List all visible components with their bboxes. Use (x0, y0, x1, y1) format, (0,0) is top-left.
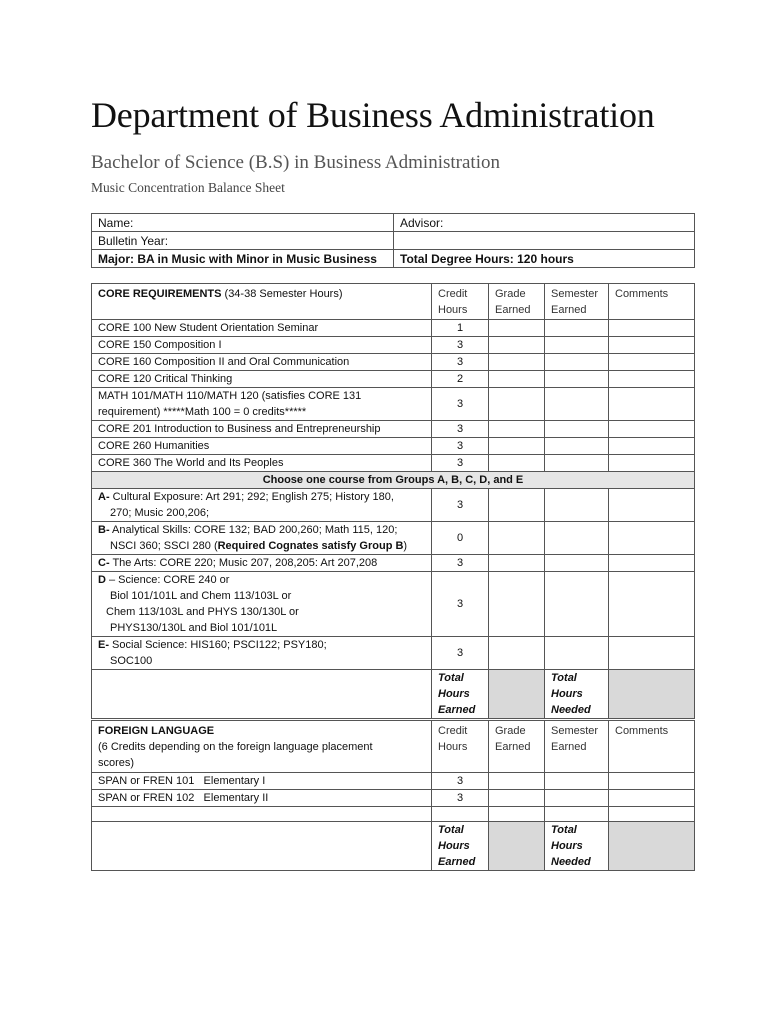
course-hours: 3 (432, 337, 489, 354)
core-comments-header: Comments (609, 284, 695, 320)
total-grade-cell (489, 670, 545, 719)
group-b-hours: 0 (432, 522, 489, 555)
sheet-name: Music Concentration Balance Sheet (91, 180, 285, 195)
comments-cell[interactable] (609, 637, 695, 670)
semester-cell[interactable] (545, 371, 609, 388)
grade-cell[interactable] (489, 489, 545, 522)
group-d-hours: 3 (432, 572, 489, 637)
course-hours: 3 (432, 421, 489, 438)
total-grade-cell (489, 822, 545, 871)
course-hours: 2 (432, 371, 489, 388)
comments-cell[interactable] (609, 555, 695, 572)
total-row-spacer (92, 822, 432, 871)
course-name: CORE 120 Critical Thinking (92, 371, 432, 388)
course-hours: 3 (432, 790, 489, 807)
comments-cell[interactable] (609, 790, 695, 807)
course-name: CORE 150 Composition I (92, 337, 432, 354)
total-comments-cell (609, 822, 695, 871)
core-credit-hours-header: Credit Hours (432, 284, 489, 320)
total-hours-earned-label: Total Hours Earned (432, 670, 489, 719)
group-b-text: B- Analytical Skills: CORE 132; BAD 200,260; Math 115, 120; NSCI 360; SSCI 280 (Required Cognates satisfy Group B) (92, 522, 432, 555)
grade-cell[interactable] (489, 555, 545, 572)
grade-cell[interactable] (489, 337, 545, 354)
course-name: SPAN or FREN 101 Elementary I (92, 773, 432, 790)
advisor-field-continued[interactable] (394, 232, 695, 250)
foreign-header-title: FOREIGN LANGUAGE (6 Credits depending on the foreign language placement scores) (92, 721, 432, 773)
comments-cell[interactable] (609, 522, 695, 555)
advisor-field[interactable] (394, 214, 695, 232)
name-label: Name: (98, 216, 134, 230)
comments-cell[interactable] (609, 455, 695, 472)
comments-cell[interactable] (609, 421, 695, 438)
comments-cell[interactable] (609, 572, 695, 637)
blank-row (92, 807, 432, 822)
group-a-text: A- Cultural Exposure: Art 291; 292; English 275; History 180, 270; Music 200,206; (92, 489, 432, 522)
core-requirements-table (91, 283, 695, 719)
group-e-hours: 3 (432, 637, 489, 670)
grade-cell[interactable] (489, 773, 545, 790)
semester-cell[interactable] (545, 354, 609, 371)
course-name: SPAN or FREN 102 Elementary II (92, 790, 432, 807)
foreign-comments-header: Comments (609, 721, 695, 773)
course-hours: 3 (432, 354, 489, 371)
course-name: CORE 260 Humanities (92, 438, 432, 455)
grade-cell[interactable] (489, 320, 545, 337)
comments-cell[interactable] (609, 438, 695, 455)
group-c-hours: 3 (432, 555, 489, 572)
grade-cell[interactable] (489, 421, 545, 438)
course-name: CORE 160 Composition II and Oral Communication (92, 354, 432, 371)
comments-cell[interactable] (609, 807, 695, 822)
semester-cell[interactable] (545, 421, 609, 438)
semester-cell[interactable] (545, 320, 609, 337)
core-grade-earned-header: Grade Earned (489, 284, 545, 320)
comments-cell[interactable] (609, 489, 695, 522)
grade-cell[interactable] (489, 388, 545, 421)
semester-cell[interactable] (545, 388, 609, 421)
semester-cell[interactable] (545, 337, 609, 354)
total-hours-needed-label: Total Hours Needed (545, 670, 609, 719)
name-field[interactable] (92, 214, 394, 232)
total-comments-cell (609, 670, 695, 719)
grade-cell[interactable] (489, 522, 545, 555)
foreign-semester-earned-header: Semester Earned (545, 721, 609, 773)
grade-cell[interactable] (489, 455, 545, 472)
comments-cell[interactable] (609, 320, 695, 337)
course-name: CORE 360 The World and Its Peoples (92, 455, 432, 472)
total-row-spacer (92, 670, 432, 719)
bulletin-year-label: Bulletin Year: (98, 234, 169, 248)
foreign-grade-earned-header: Grade Earned (489, 721, 545, 773)
grade-cell[interactable] (489, 572, 545, 637)
page-title: Department of Business Administration (91, 95, 655, 135)
total-hours-needed-label: Total Hours Needed (545, 822, 609, 871)
total-hours-earned-label: Total Hours Earned (432, 822, 489, 871)
group-choice-banner: Choose one course from Groups A, B, C, D, and E (92, 472, 695, 489)
semester-cell[interactable] (545, 773, 609, 790)
bulletin-year-field[interactable] (92, 232, 394, 250)
semester-cell[interactable] (545, 489, 609, 522)
grade-cell[interactable] (489, 354, 545, 371)
course-hours: 3 (432, 388, 489, 421)
page-subtitle: Bachelor of Science (B.S) in Business Administration (91, 152, 500, 173)
course-name: CORE 201 Introduction to Business and Entrepreneurship (92, 421, 432, 438)
major-cell: Major: BA in Music with Minor in Music Business (92, 250, 394, 268)
course-hours: 3 (432, 438, 489, 455)
comments-cell[interactable] (609, 371, 695, 388)
comments-cell[interactable] (609, 388, 695, 421)
group-d-text: D – Science: CORE 240 or Biol 101/101L and Chem 113/103L or Chem 113/103L and PHYS 130/130L or PHYS130/130L and Biol 101/101L (92, 572, 432, 637)
group-c-text: C- The Arts: CORE 220; Music 207, 208,205: Art 207,208 (92, 555, 432, 572)
semester-cell[interactable] (545, 807, 609, 822)
comments-cell[interactable] (609, 337, 695, 354)
comments-cell[interactable] (609, 773, 695, 790)
group-e-text: E- Social Science: HIS160; PSCI122; PSY180; SOC100 (92, 637, 432, 670)
comments-cell[interactable] (609, 354, 695, 371)
grade-cell[interactable] (489, 371, 545, 388)
course-name: MATH 101/MATH 110/MATH 120 (satisfies CORE 131 requirement) *****Math 100 = 0 credits***** (92, 388, 432, 421)
core-header-title: CORE REQUIREMENTS (34-38 Semester Hours) (92, 284, 432, 320)
course-hours: 3 (432, 773, 489, 790)
foreign-credit-hours-header: Credit Hours (432, 721, 489, 773)
blank-row-hours[interactable] (432, 807, 489, 822)
advisor-label: Advisor: (400, 216, 444, 230)
grade-cell[interactable] (489, 807, 545, 822)
semester-cell[interactable] (545, 572, 609, 637)
semester-cell[interactable] (545, 522, 609, 555)
semester-cell[interactable] (545, 438, 609, 455)
semester-cell[interactable] (545, 790, 609, 807)
course-hours: 3 (432, 455, 489, 472)
course-name: CORE 100 New Student Orientation Seminar (92, 320, 432, 337)
semester-cell[interactable] (545, 455, 609, 472)
course-hours: 1 (432, 320, 489, 337)
grade-cell[interactable] (489, 637, 545, 670)
student-info-table (91, 213, 695, 268)
foreign-language-table (91, 720, 695, 871)
group-a-hours: 3 (432, 489, 489, 522)
semester-cell[interactable] (545, 637, 609, 670)
grade-cell[interactable] (489, 438, 545, 455)
semester-cell[interactable] (545, 555, 609, 572)
grade-cell[interactable] (489, 790, 545, 807)
core-semester-earned-header: Semester Earned (545, 284, 609, 320)
total-degree-hours-cell: Total Degree Hours: 120 hours (394, 250, 695, 268)
